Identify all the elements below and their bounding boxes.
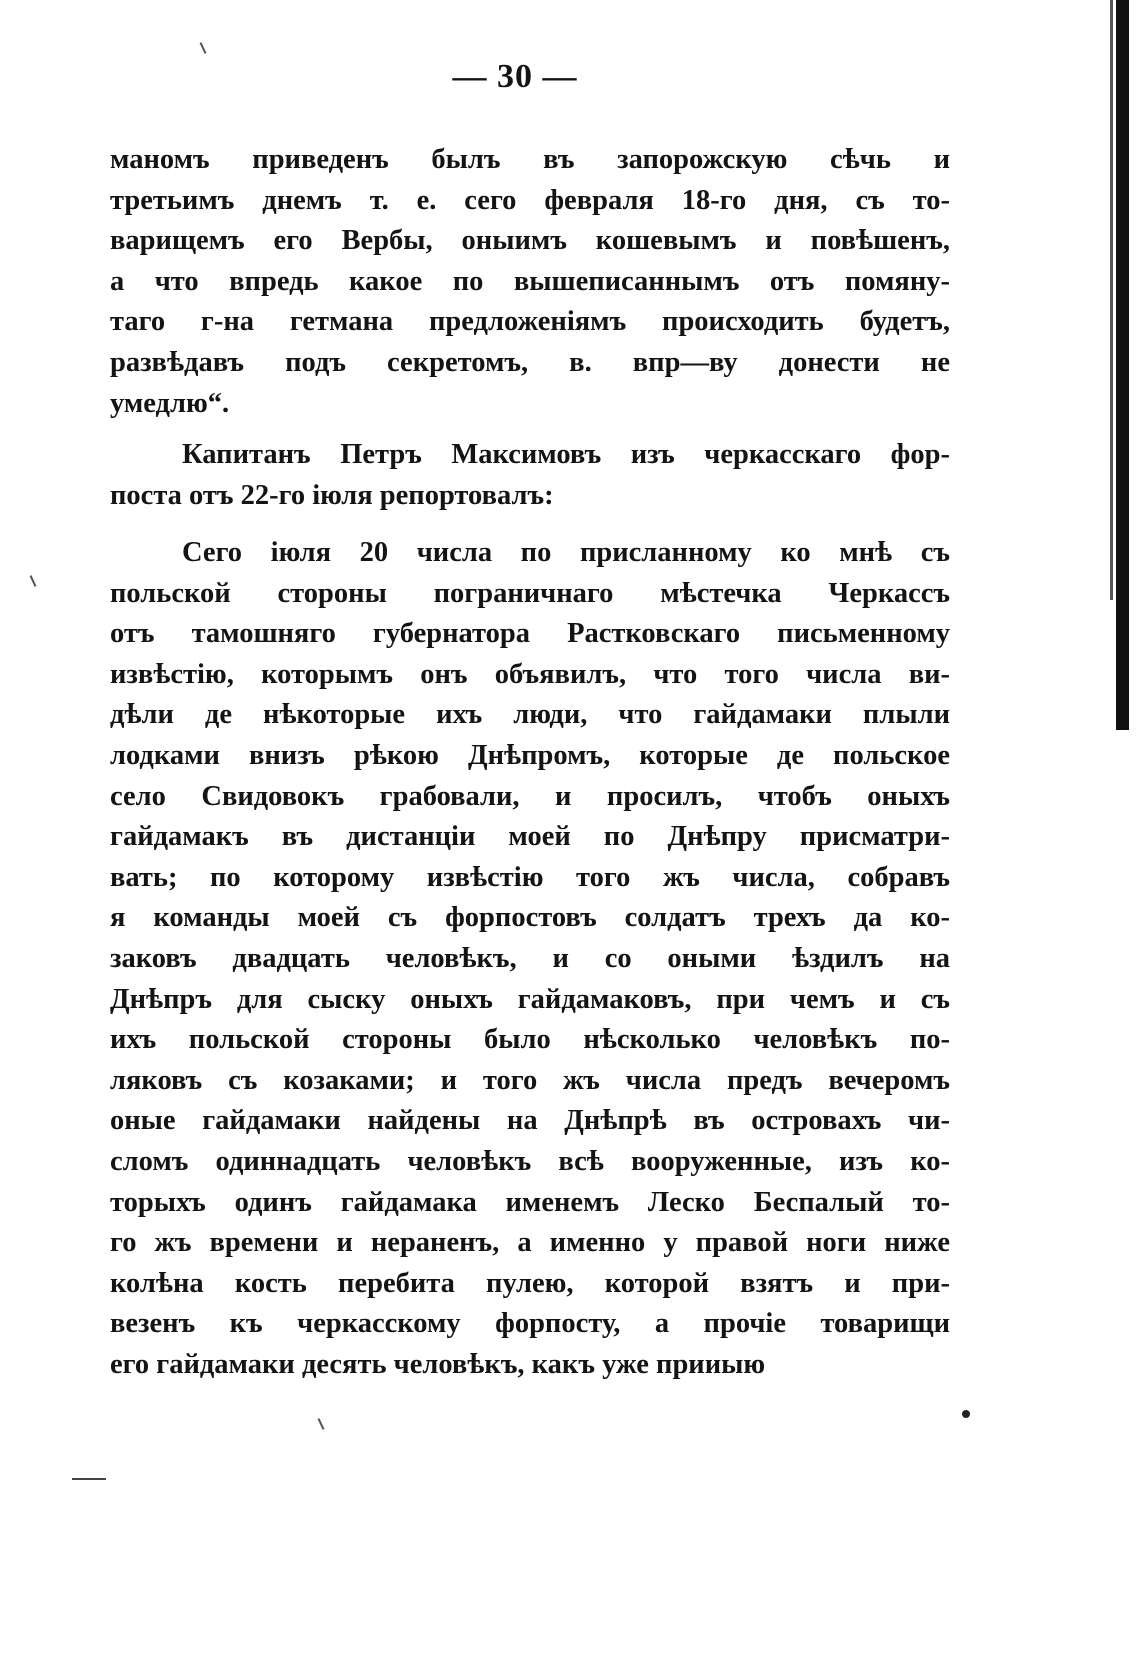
text-line: вать; по которому извѣстію того жъ числа, собравъ <box>110 861 950 893</box>
scan-edge-shadow <box>1110 0 1113 600</box>
text-line: оные гайдамаки найдены на Днѣпрѣ въ островахъ чи- <box>110 1105 950 1137</box>
paragraph-report-body <box>110 533 950 1385</box>
text-line: умедлю“. <box>110 387 230 419</box>
text-line: лодками внизъ рѣкою Днѣпромъ, которые де польское <box>110 739 950 771</box>
text-line: дѣли де нѣкоторые ихъ люди, что гайдамаки плыли <box>110 699 950 731</box>
text-line: я команды моей съ форпостовъ солдатъ трехъ да ко- <box>110 902 950 934</box>
text-line: отъ тамошняго губернатора Растковскаго письменному <box>110 618 950 650</box>
text-line: третьимъ днемъ т. е. сего февраля 18-го дня, съ то- <box>110 184 950 216</box>
text-line: ляковъ съ козаками; и того жъ числа предъ вечеромъ <box>110 1064 950 1096</box>
scan-speck <box>318 1418 325 1430</box>
paragraph-report-heading <box>110 435 950 516</box>
text-line: Капитанъ Петръ Максимовъ изъ черкасскаго фор- <box>182 439 950 470</box>
scan-speck <box>30 575 37 587</box>
text-line: колѣна кость перебита пулею, которой взятъ и при- <box>110 1267 950 1299</box>
text-line: таго г-на гетмана предложеніямъ происходить будетъ, <box>110 306 950 338</box>
text-line: варищемъ его Вербы, оныимъ кошевымъ и повѣшенъ, <box>110 225 950 257</box>
text-line: сломъ одиннадцать человѣкъ всѣ вооруженные, изъ ко- <box>110 1145 950 1177</box>
page-number: — 30 — <box>452 58 578 95</box>
scan-speck <box>962 1410 970 1418</box>
text-line: поста отъ 22-го іюля репортовалъ: <box>110 479 554 511</box>
text-line: извѣстію, которымъ онъ объявилъ, что того числа ви- <box>110 658 950 690</box>
text-line: маномъ приведенъ былъ въ запорожскую сѣчь и <box>110 144 950 175</box>
text-line: везенъ къ черкасскому форпосту, а прочіе товарищи <box>110 1308 950 1340</box>
text-line: заковъ двадцать человѣкъ, и со оными ѣздилъ на <box>110 942 950 974</box>
scan-speck <box>72 1478 106 1480</box>
text-line: польской стороны пограничнаго мѣстечка Черкассъ <box>110 577 950 609</box>
text-line: а что впредь какое по вышеписаннымъ отъ помяну- <box>110 265 950 297</box>
text-line: Днѣпръ для сыску оныхъ гайдамаковъ, при чемъ и съ <box>110 983 950 1015</box>
text-line: го жъ времени и нераненъ, а именно у правой ноги ниже <box>110 1227 950 1259</box>
text-line: его гайдамаки десять человѣкъ, какъ уже прииыю <box>110 1348 766 1380</box>
text-line: ихъ польской стороны было нѣсколько человѣкъ по- <box>110 1024 950 1056</box>
text-line: село Свидовокъ грабовали, и просилъ, чтобъ оныхъ <box>110 780 950 812</box>
text-line: гайдамакъ въ дистанціи моей по Днѣпру присматри- <box>110 821 950 853</box>
paragraph-quote-end <box>110 140 950 424</box>
text-line: торыхъ одинъ гайдамака именемъ Леско Беспалый то- <box>110 1186 950 1218</box>
scan-edge-bar <box>1116 0 1129 730</box>
scan-speck <box>200 42 207 54</box>
text-line: развѣдавъ подъ секретомъ, в. впр—ву донести не <box>110 346 950 378</box>
text-line: Сего іюля 20 числа по присланному ко мнѣ съ <box>182 537 950 568</box>
